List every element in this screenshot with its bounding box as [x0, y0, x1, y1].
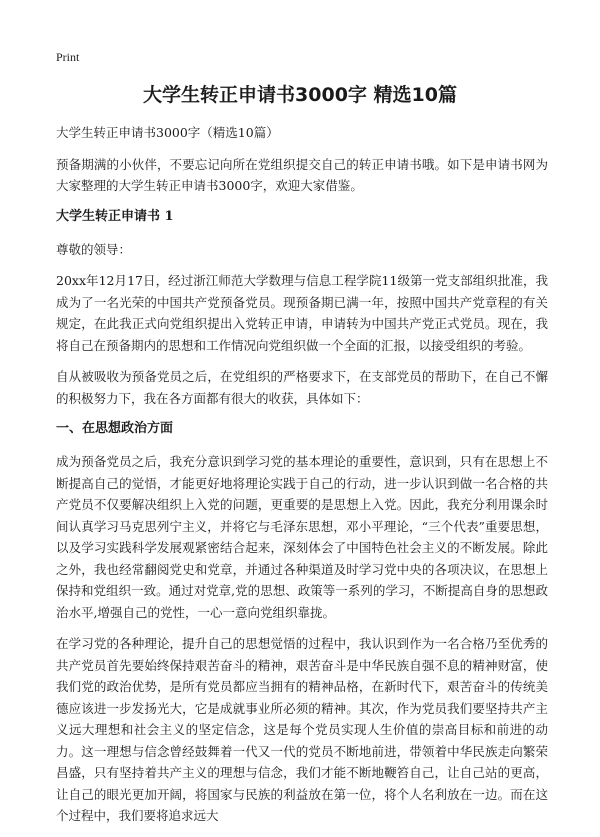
document-body [56, 122, 548, 837]
paragraph: 成为预备党员之后，我充分意识到学习党的基本理论的重要性，意识到，只有在思想上不断提高自己的觉悟，才能更好地将理论实践于自己的行动，进一步认识到做一名合格的共产党员不仅要解决组织上入党的问题，更重要的是思想上入党。因此，我充分利用课余时间认真学习马克思列宁主义，并将它与毛泽东思想，邓小平理论，“三个代表”重要思想，以及学习实践科学发展观紧密结合起来，深刻体会了中国特色社会主义的不断发展。除此之外，我也经常翻阅党史和党章，并通过各种渠道及时学习党中央的各项决议，在思想上保持和党组织一致。通过对党章,党的思想、政策等一系列的学习，不断提高自身的思想政治水平,增强自己的党性，一心一意向党组织靠拢。 [56, 454, 548, 620]
page-title: 大学生转正申请书3000字 精选10篇 [143, 84, 457, 106]
print-link[interactable]: Print [56, 50, 80, 64]
intro-paragraph: 预备期满的小伙伴，不要忘记向所在党组织提交自己的转正申请书哦。如下是申请书网为大家整理的大学生转正申请书3000字，欢迎大家借鉴。 [56, 156, 548, 193]
subsection-heading: 一、在思想政治方面 [56, 421, 174, 436]
salutation: 尊敬的领导： [56, 241, 132, 257]
document-subtitle: 大学生转正申请书3000字（精选10篇） [56, 125, 279, 140]
paragraph: 自从被吸收为预备党员之后，在党组织的严格要求下，在支部党员的帮助下，在自己不懈的积极努力下，我在各方面都有很大的收获，具体如下： [56, 369, 548, 406]
paragraph: 在学习党的各种理论，提升自己的思想觉悟的过程中，我认识到作为一名合格乃至优秀的共产党员首先要始终保持艰苦奋斗的精神，艰苦奋斗是中华民族自强不息的精神财富，使我们党的政治优势，是所有党员都应当拥有的精神品格，在新时代下，艰苦奋斗的传统美德应该进一步发扬光大，它是成就事业所必须的精神。其次，作为党员我们要坚持共产主义远大理想和社会主义的坚定信念，这是每个党员实现人生价值的崇高目标和前进的动力。这一理想与信念曾经鼓舞着一代又一代的党员不断地前进，带领着中华民族走向繁荣昌盛，只有坚持着共产主义的理想与信念，我们才能不断地鞭笞自己，让自己站的更高，让自己的眼光更加开阔，将国家与民族的利益放在第一位，将个人名利放在一边。而在这个过程中，我们要将追求远大 [56, 636, 548, 823]
paragraph: 20xx年12月17日，经过浙江师范大学数理与信息工程学院11级第一党支部组织批准，我成为了一名光荣的中国共产党预备党员。现预备期已满一年，按照中国共产党章程的有关规定，在此我正式向党组织提出入党转正申请，申请转为中国共产党正式党员。现在，我将自己在预备期内的思想和工作情况向党组织做一个全面的汇报，以接受组织的考验。 [56, 273, 548, 353]
section-heading: 大学生转正申请书 1 [56, 208, 174, 224]
